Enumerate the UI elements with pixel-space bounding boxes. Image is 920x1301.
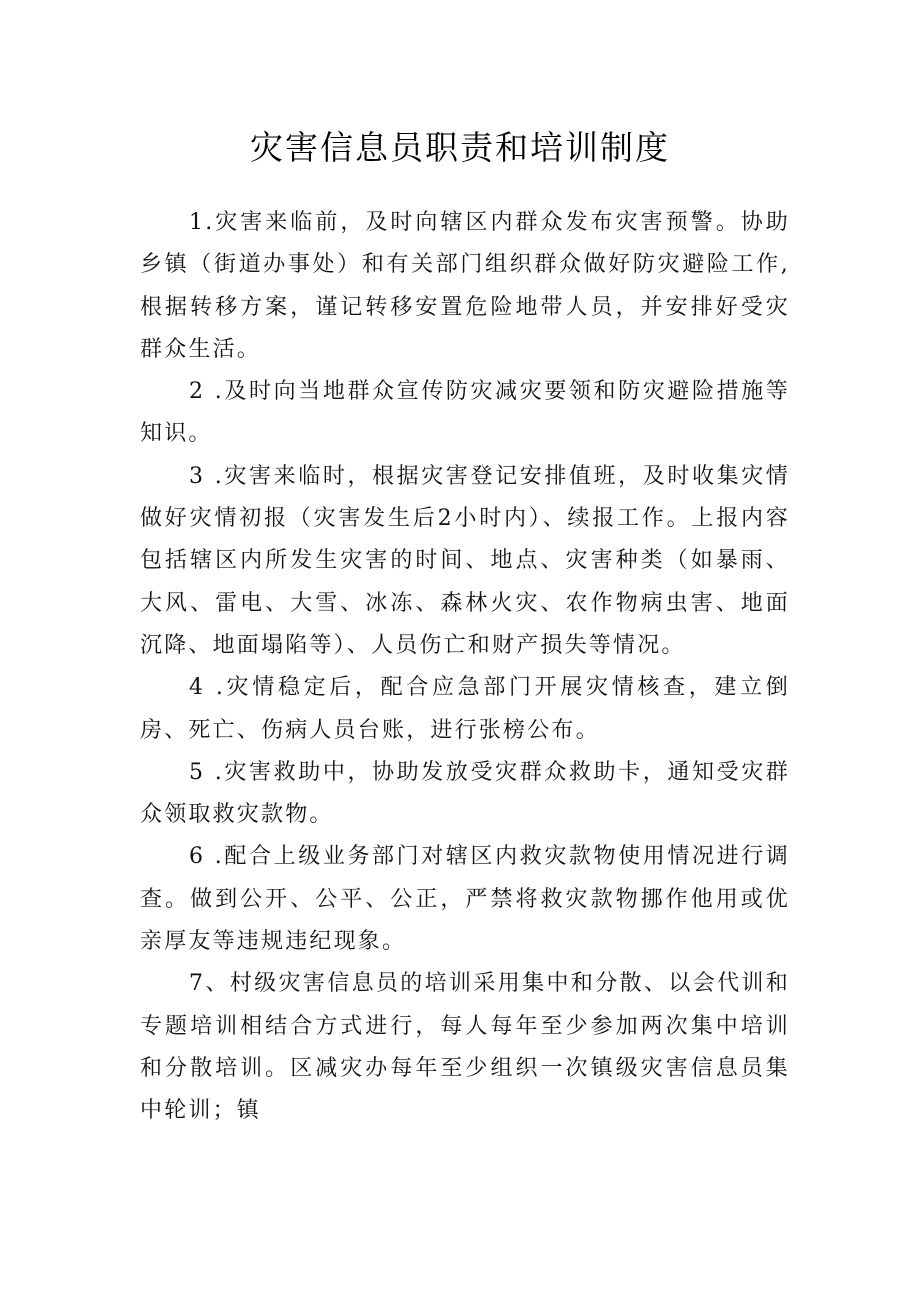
paragraph-3: 3 .灾害来临时，根据灾害登记安排值班，及时收集灾情做好灾情初报（灾害发生后2小时内）、续报工作。上报内容包括辖区内所发生灾害的时间、地点、灾害种类（如暴雨、大风、雷电、大雪、冰冻、森林火灾、农作物病虫害、地面沉降、地面塌陷等）、人员伤亡和财产损失等情况。 bbox=[140, 463, 790, 658]
paragraph-2: 2 .及时向当地群众宣传防灾减灾要领和防灾避险措施等知识。 bbox=[140, 379, 790, 447]
document-body bbox=[140, 202, 790, 1133]
paragraph-6: 6 .配合上级业务部门对辖区内救灾款物使用情况进行调查。做到公开、公平、公正，严禁将救灾款物挪作他用或优亲厚友等违规违纪现象。 bbox=[140, 844, 790, 955]
document-title: 灾害信息员职责和培训制度 bbox=[250, 128, 670, 167]
paragraph-1: 1.灾害来临前，及时向辖区内群众发布灾害预警。协助乡镇（街道办事处）和有关部门组织群众做好防灾避险工作,根据转移方案，谨记转移安置危险地带人员，并安排好受灾群众生活。 bbox=[140, 210, 790, 362]
paragraph-5: 5 .灾害救助中，协助发放受灾群众救助卡，通知受灾群众领取救灾款物。 bbox=[140, 759, 790, 828]
paragraph-4: 4 .灾情稳定后，配合应急部门开展灾情核查，建立倒房、死亡、伤病人员台账，进行张榜公布。 bbox=[140, 675, 790, 743]
paragraph-7: 7、村级灾害信息员的培训采用集中和分散、以会代训和专题培训相结合方式进行，每人每年至少参加两次集中培训和分散培训。区减灾办每年至少组织一次镇级灾害信息员集中轮训；镇 bbox=[140, 971, 790, 1124]
